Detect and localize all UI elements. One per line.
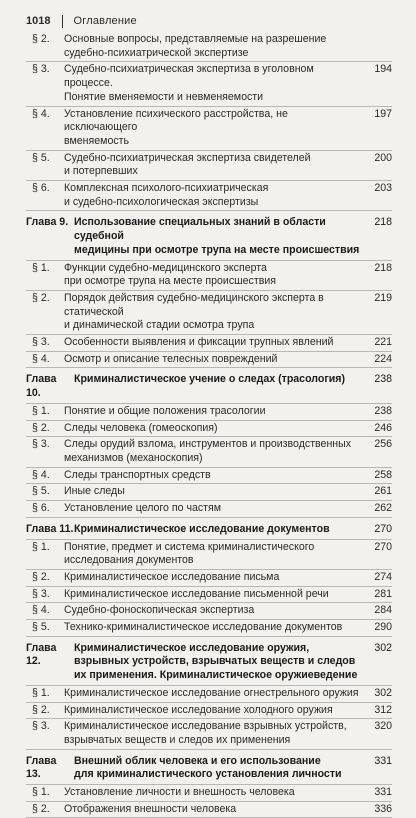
section-title: Особенности выявления и фиксации трупных явлений [64,336,334,349]
section-title: Криминалистическое исследование огнестрельного оружия [64,686,359,699]
section-number: § 4. [32,468,50,481]
toc-entry [26,603,392,620]
section-number: § 1. [32,404,50,417]
section-number: § 3. [32,63,50,76]
section-title: Криминалистическое исследование письма [64,570,280,583]
page-ref: 336 [374,802,392,815]
section-number: § 6. [32,502,50,515]
section-title: Криминалистическое исследование холодного оружия [64,703,333,716]
page-ref: 197 [374,107,392,120]
page-ref: 194 [374,63,392,76]
page-ref: 320 [374,720,392,733]
toc-entry [26,570,392,587]
chapter-title: Криминалистическое учение о следах (трасология) [74,373,345,386]
section-title: Установление личности и внешность человека [64,786,295,799]
section-number: § 1. [32,540,50,553]
toc-entry [26,437,392,467]
toc-entry [26,151,392,181]
section-title: Функции судебно-медицинского эксперта при осмотре трупа на месте происшествия [64,261,276,288]
section-number: § 4. [32,604,50,617]
section-title: Судебно-психиатрическая экспертиза свидетелей и потерпевших [64,151,311,178]
page-ref: 270 [374,522,392,535]
toc-chapter [26,637,392,686]
toc-chapter [26,211,392,260]
page-ref: 258 [374,468,392,481]
section-title: Криминалистическое исследование письменной речи [64,587,329,600]
page-ref: 246 [374,421,392,434]
toc-chapter [26,368,392,403]
section-number: § 1. [32,786,50,799]
section-title: Комплексная психолого-психиатрическая и судебно-психологическая экспертизы [64,182,269,208]
toc-entry [26,620,392,637]
header-separator [62,15,63,28]
section-title: Установление целого по частям [64,502,222,515]
section-title: Отображения внешности человека [64,802,237,815]
toc-entry [26,802,392,818]
toc-entry [26,62,392,106]
section-number: § 4. [32,352,50,365]
toc-chapter [26,750,392,785]
section-number: § 3. [32,438,50,451]
toc-entry [26,484,392,501]
section-title: Понятие и общие положения трасологии [64,404,266,417]
page-ref: 218 [374,261,392,274]
table-of-contents [26,32,392,818]
toc-entry [26,686,392,703]
toc-entry [26,719,392,749]
page-ref: 290 [374,621,392,634]
toc-entry [26,352,392,369]
section-title: Иные следы [64,485,125,498]
section-title: Следы человека (гомеоскопия) [64,421,218,434]
page-ref: 200 [374,151,392,164]
chapter-title: Криминалистическое исследование оружия, взрывных устройств, взрывчатых веществ и следов их применения. Криминалистическое оружиеведение [74,641,358,682]
chapter-title: Криминалистическое исследование документов [74,522,330,535]
toc-entry [26,785,392,802]
section-title: Технико-криминалистическое исследование документов [64,621,343,634]
section-title: Криминалистическое исследование взрывных устройств, взрывчатых веществ и следов их применения [64,720,347,746]
toc-entry [26,181,392,211]
toc-entry [26,587,392,604]
page-ref: 262 [374,502,392,515]
section-title: Следы транспортных средств [64,468,211,481]
toc-entry [26,335,392,352]
section-number: § 2. [32,802,50,815]
chapter-title: Внешний облик человека и его использование для криминалистического установления личности [74,754,342,781]
toc-entry [26,32,392,62]
chapter-label: Глава 9. [26,216,69,229]
section-number: § 1. [32,261,50,274]
section-number: § 5. [32,485,50,498]
page-number: 1018 [26,15,51,27]
section-number: § 3. [32,336,50,349]
section-number: § 2. [32,33,50,45]
page-ref: 312 [374,703,392,716]
section-number: § 2. [32,570,50,583]
section-title: Порядок действия судебно-медицинского эксперта в статической и динамической стадии осмотра трупа [64,291,324,332]
toc-entry [26,421,392,438]
toc-entry [26,468,392,485]
page-ref: 302 [374,686,392,699]
page-ref: 331 [374,754,392,767]
page-ref: 224 [374,352,392,365]
page-ref [362,33,392,60]
section-title: Основные вопросы, представляемые на разрешение судебно-психиатрической экспертизе [64,33,327,59]
section-number: § 5. [32,621,50,634]
chapter-title: Использование специальных знаний в области судебной медицины при осмотре трупа на месте происшествия [74,216,360,256]
section-title: Осмотр и описание телесных повреждений [64,352,278,365]
page-ref: 238 [374,404,392,417]
toc-entry [26,404,392,421]
section-title: Следы орудий взлома, инструментов и производственных механизмов (механоскопия) [64,438,352,464]
page-ref: 203 [374,182,392,195]
toc-chapter [26,518,392,540]
page-ref: 284 [374,604,392,617]
toc-entry [26,107,392,151]
page-ref: 331 [374,786,392,799]
section-number: § 2. [32,421,50,434]
page-ref: 219 [374,291,392,304]
toc-entry [26,501,392,518]
toc-entry [26,703,392,720]
page-ref: 274 [374,570,392,583]
chapter-label: Глава 12. [26,641,57,668]
page-ref: 281 [374,587,392,600]
page-ref: 218 [374,216,392,229]
page-ref: 302 [374,641,392,654]
section-number: § 6. [32,182,50,195]
section-number: § 3. [32,587,50,600]
section-number: § 3. [32,720,50,733]
section-number: § 2. [32,703,50,716]
page-ref: 261 [374,485,392,498]
section-number: § 5. [32,151,50,164]
toc-entry [26,291,392,335]
page-ref: 256 [374,438,392,451]
toc-entry [26,261,392,291]
page-ref: 238 [374,373,392,386]
section-title: Судебно-фоноскопическая экспертиза [64,604,255,617]
section-number: § 1. [32,686,50,699]
header-title: Оглавление [73,15,137,27]
chapter-label: Глава 13. [26,754,57,781]
section-number: § 4. [32,107,50,120]
page-ref: 221 [374,336,392,349]
running-header [26,10,392,32]
toc-entry [26,540,392,570]
chapter-label: Глава 10. [26,373,57,400]
page-ref: 270 [374,540,392,553]
section-title: Понятие, предмет и система криминалистического исследования документов [64,540,315,567]
section-number: § 2. [32,291,50,304]
chapter-label: Глава 11. [26,522,74,535]
section-title: Установление психического расстройства, не исключающего вменяемость [64,107,288,147]
section-title: Судебно-психиатрическая экспертиза в уголовном процессе. Понятие вменяемости и невменяемости [64,63,314,103]
